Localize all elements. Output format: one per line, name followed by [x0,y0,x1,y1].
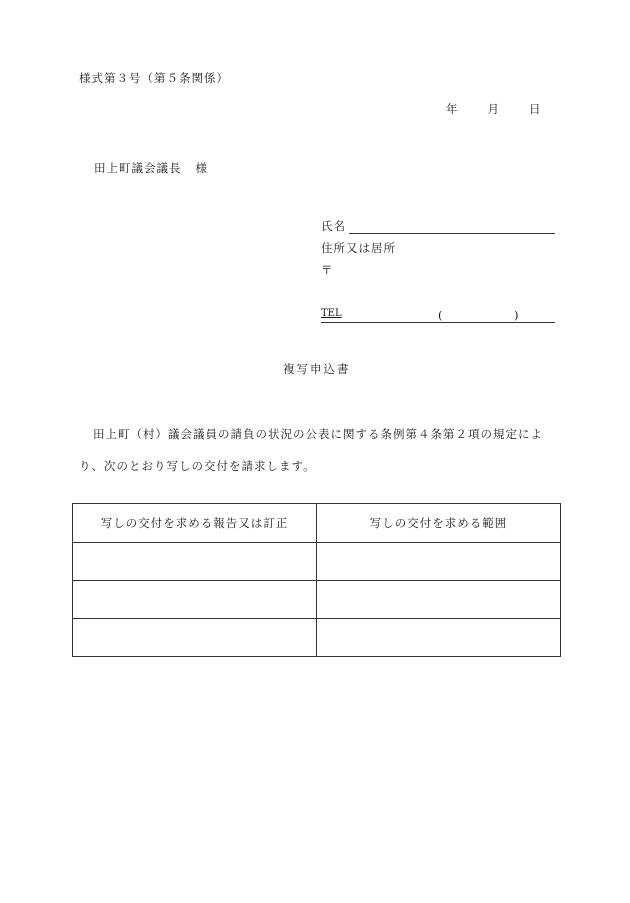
applicant-name-field[interactable] [349,233,555,234]
table-cell-scope[interactable] [317,619,561,657]
document-title: 複写申込書 [283,362,351,376]
tel-paren-close: ) [514,308,520,322]
table-row [73,581,561,619]
postal-mark: 〒 [321,263,334,277]
tel-label: TEL [321,308,342,319]
table-cell-scope[interactable] [317,581,561,619]
addressee [94,160,208,176]
table-cell-report[interactable] [73,581,317,619]
applicant-name-row [321,218,555,240]
table-row [73,619,561,657]
date-month-label: 月 [487,102,500,116]
header-scope: 写しの交付を求める範囲 [317,504,561,543]
applicant-name-label: 氏名 [321,219,346,233]
applicant-address-label: 住所又は居所 [321,241,396,255]
form-number: 様式第３号（第５条関係） [79,71,229,85]
date-day-label: 日 [529,102,542,116]
request-table [72,503,561,657]
request-paragraph [79,418,559,482]
table-cell-report[interactable] [73,543,317,581]
table-header-row [73,504,561,543]
applicant-block [321,218,555,284]
table-cell-scope[interactable] [317,543,561,581]
table-row [73,543,561,581]
addressee-honorific: 様 [195,161,208,175]
date-year-label: 年 [446,102,459,116]
table-cell-report[interactable] [73,619,317,657]
date-line [446,101,542,117]
request-paragraph-text: 田上町（村）議会議員の請負の状況の公表に関する条例第４条第２項の規定により、次のとおり写しの交付を請求します。 [79,427,543,473]
tel-paren-open: ( [438,308,444,322]
header-report-or-correction: 写しの交付を求める報告又は訂正 [73,504,317,543]
applicant-tel-field[interactable] [321,308,555,323]
addressee-name: 田上町議会議長 [94,161,182,175]
applicant-address-row [321,240,555,262]
applicant-postal-row [321,262,555,284]
